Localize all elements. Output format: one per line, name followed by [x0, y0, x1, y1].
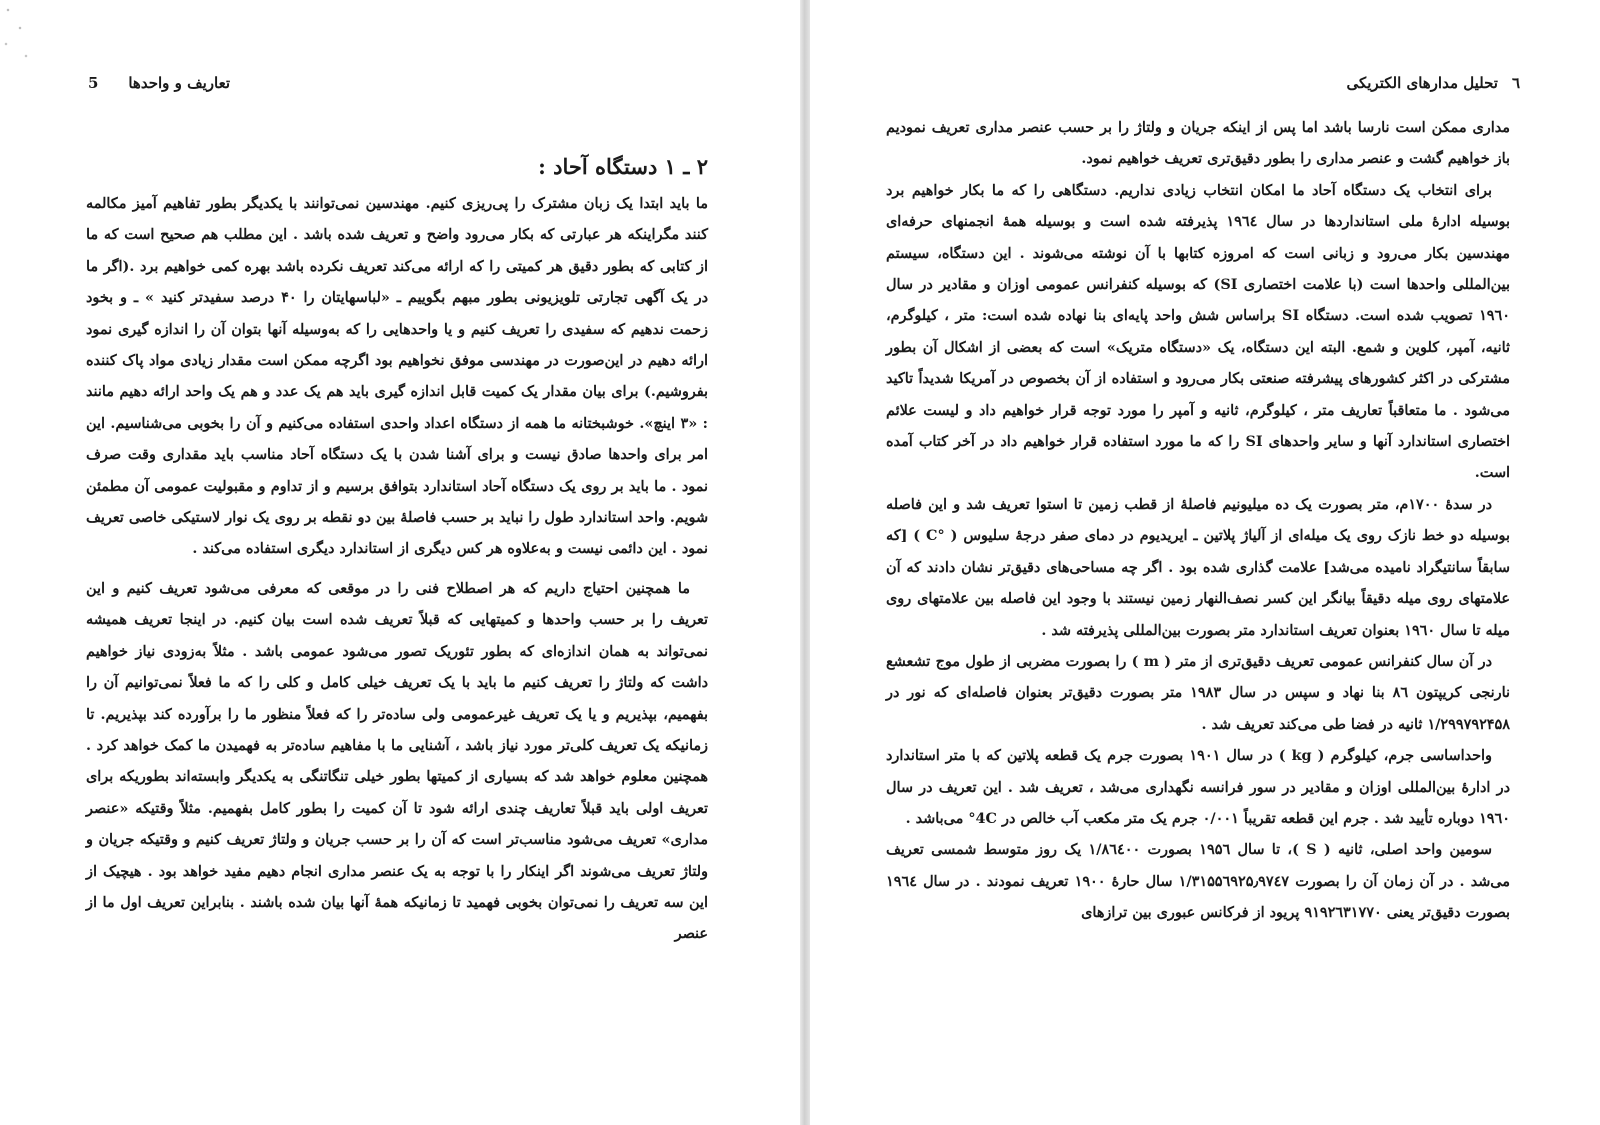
page-number: ٦	[1511, 74, 1520, 92]
paragraph: ما همچنین احتیاج داریم که هر اصطلاح فنی را در موقعی که معرفی می‌شود تعریف کنیم و این تعریف را بر حسب واحدها و کمیتهایی که قبلاً تعریف شده است بیان کنیم. در اینجا تعریف همیشه نمی‌تواند به همان اندازه‌ای که بطور تئوریک تصور می‌شود عمومی باشد . مثلاً به‌زودی نیاز خواهیم داشت که ولتاژ را تعریف کنیم ما باید با یک تعریف خیلی کامل و کلی را که ما فعلاً نمی‌توانیم آن را بفهمیم، بپذیریم و یا یک تعریف غیرعمومی ولی ساده‌تر را که فعلاً منظور ما را برآورده کند بپذیریم. تا زمانیکه یک تعریف کلی‌تر مورد نیاز باشد ، آشنایی ما با مفاهیم ساده‌تر به فهمیدن ما کمک خواهد کرد . همچنین معلوم خواهد شد که بسیاری از کمیتها بطور خیلی تنگاتنگی به یکدیگر وابسته‌اند بطوریکه برای تعریف اولی باید قبلاً تعاریف چندی ارائه شود تا آن کمیت را بطور کامل بفهمیم. مثلاً وقتیکه «عنصر مداری» تعریف می‌شود مناسب‌تر است که آن را بر حسب جریان و ولتاژ تعریف کنیم و وقتیکه جریان و ولتاژ تعریف می‌شوند اگر اینکار را با توجه به یک عنصر مداری انجام دهیم مفید خواهد بود . هیچیک از این سه تعریف را نمی‌توان بخوبی فهمید تا زمانیکه همهٔ آنها بیان شده باشند . بنابراین تعریف اول ما از عنصر	[86, 579, 708, 943]
running-head-title: تعاریف و واحدها	[128, 74, 230, 92]
running-head-title: تحلیل مدارهای الکتریکی	[1346, 74, 1498, 92]
paragraph: در آن سال کنفرانس عمومی تعریف دقیق‌تری از متر ( m ) را بصورت مضربی از طول موج تشعشع نارنجی کریپتون ۸٦ بنا نهاد و سپس در سال ۱۹۸۳ متر بصورت دقیق‌تر بعنوان فاصله‌ای که نور در ۱/۲۹۹۷۹۲۴۵۸ ثانیه در فضا طی می‌کند تعریف شد .	[886, 652, 1511, 733]
left-running-head	[88, 68, 230, 98]
right-running-head	[1320, 68, 1520, 98]
book-gutter	[800, 0, 810, 1125]
paragraph: ما باید ابتدا یک زبان مشترک را پی‌ریزی کنیم. مهندسین نمی‌توانند با یکدیگر بطور تفاهیم آمیز مکالمه کنند مگراینکه هر عبارتی که بکار می‌رود واضح و تعریف شده باشد . این مطلب هم صحیح است که ما از کتابی که بطور دقیق هر کمیتی را که ارائه می‌کند تعریف نکرده باشد بهره کمی خواهیم برد .(اگر ما در یک آگهی تجارتی تلویزیونی بطور مبهم بگوییم ـ «لباسهایتان را ۴۰ درصد سفیدتر کنید » ـ و بخود زحمت ندهیم که سفیدی را تعریف کنیم و یا واحدهایی را که به‌وسیله آنها بتوان آن را اندازه گیری نمود ارائه دهیم در این‌صورت در مهندسی موفق نخواهیم بود اگرچه ممکن است مقدار زیادی مواد پاک کننده بفروشیم.) برای بیان مقدار یک کمیت قابل اندازه گیری باید هم یک عدد و هم یک واحد ارائه دهیم مانند : «۳ اینچ». خوشبختانه ما همه از دستگاه اعداد واحدی استفاده می‌کنیم و آن را بخوبی می‌شناسیم. این امر برای واحدها صادق نیست و برای آشنا شدن با یک دستگاه آحاد مناسب باید مقداری وقت صرف نمود . ما باید بر روی یک دستگاه آحاد استاندارد بتوافق برسیم و از تداوم و مقبولیت عمومی آن مطمئن شویم. واحد استاندارد طول را نباید بر حسب فاصلهٔ بین دو نقطه بر روی یک نوار لاستیکی خاصی تعریف نمود . این دائمی نیست و به‌علاوه هر کس دیگری از استاندارد دیگری استفاده می‌کند .	[86, 195, 709, 558]
right-page	[810, 0, 1600, 1125]
paragraph: برای انتخاب یک دستگاه آحاد ما امکان انتخاب زیادی نداریم. دستگاهی را که ما بکار خواهیم برد بوسیله ادارهٔ ملی استانداردها در سال ۱۹٦٤ پذیرفته شده است و بوسیله همهٔ انجمنهای حرفه‌ای مهندسین بکار می‌رود و زبانی است که امروزه کتابها با آن نوشته می‌شوند . این دستگاه، سیستم بین‌المللی واحدها است (با علامت اختصاری SI) که بوسیله کنفرانس عمومی اوزان و مقادیر در سال ۱۹٦۰ تصویب شده است. دستگاه SI براساس شش واحد پایه‌ای بنا نهاده شده است: متر ، کیلوگرم، ثانیه، آمپر، کلوین و شمع. البته این دستگاه، یک «دستگاه متریک» است که بعضی از اشکال آن بطور مشترکی در اکثر کشورهای پیشرفته صنعتی بکار می‌رود و استفاده از آن بخصوص در آمریکا شدیداً تاکید می‌شود . ما متعاقباً تعاریف متر ، کیلوگرم، ثانیه و آمپر را مورد توجه قرار خواهیم داد و لیست علائم اختصاری استاندارد آنها و سایر واحدهای SI را که ما مورد استفاده قرار خواهیم داد در آخر کتاب آمده است.	[886, 181, 1511, 482]
page-edge-speckle	[0, 0, 36, 80]
paragraph: سومین واحد اصلی، ثانیه ( S )، تا سال ۱۹۵٦ بصورت ۱/۸٦٤۰۰ یک روز متوسط شمسی تعریف می‌شد . در آن زمان آن را بصورت ۱/۳۱۵۵٦۹۲۵٫۹۷٤۷ سال حارهٔ ۱۹۰۰ تعریف نمودند . در سال ۱۹٦٤ بصورت دقیق‌تر یعنی ۹۱۹۲٦۳۱۷۷۰ پریود از فرکانس عبوری بین ترازهای	[886, 841, 1511, 922]
section-heading: ۲ ـ ۱ دستگاه آحاد :	[538, 154, 708, 179]
paragraph: در سدهٔ ۱۷۰۰م، متر بصورت یک ده میلیونیم فاصلهٔ از قطب زمین تا استوا تعریف شد و این فاصله بوسیله دو خط نازک روی یک میله‌ای از آلیاژ پلاتین ـ ایریدیوم در دمای صفر درجهٔ سلیوس ( °C ) [که سابقاً سانتیگراد نامیده می‌شد] علامت گذاری شده بود . اگر چه مساحی‌های دقیق‌تر نشان دادند که آن علامتهای روی میله دقیقاً بیانگر این کسر نصف‌النهار زمین نیستند با وجود این فاصله بین علامتهای روی میله تا سال ۱۹٦۰ بعنوان تعریف استاندارد متر بصورت بین‌المللی پذیرفته شد .	[886, 495, 1510, 639]
page-number: 5	[88, 74, 99, 92]
paragraph: واحداساسی جرم، کیلوگرم ( kg ) در سال ۱۹۰۱ بصورت جرم یک قطعه پلاتین که با متر استاندارد در ادارهٔ بین‌المللی اوزان و مقادیر در سور فرانسه نگهداری می‌شد ، تعریف شد . این تعریف در سال ۱۹٦۰ دوباره تأیید شد . جرم این قطعه تقریباً ۰/۰۰۱ جرم یک متر مکعب آب خالص در 4C° می‌باشد .	[886, 747, 1510, 827]
right-body-text	[886, 112, 1510, 929]
left-body-text	[86, 188, 708, 950]
paragraph: مداری ممکن است نارسا باشد اما پس از اینکه جریان و ولتاژ را بر حسب عنصر مداری تعریف نمودیم باز خواهیم گشت و عنصر مداری را بطور دقیق‌تری تعریف خواهیم نمود.	[886, 119, 1510, 168]
